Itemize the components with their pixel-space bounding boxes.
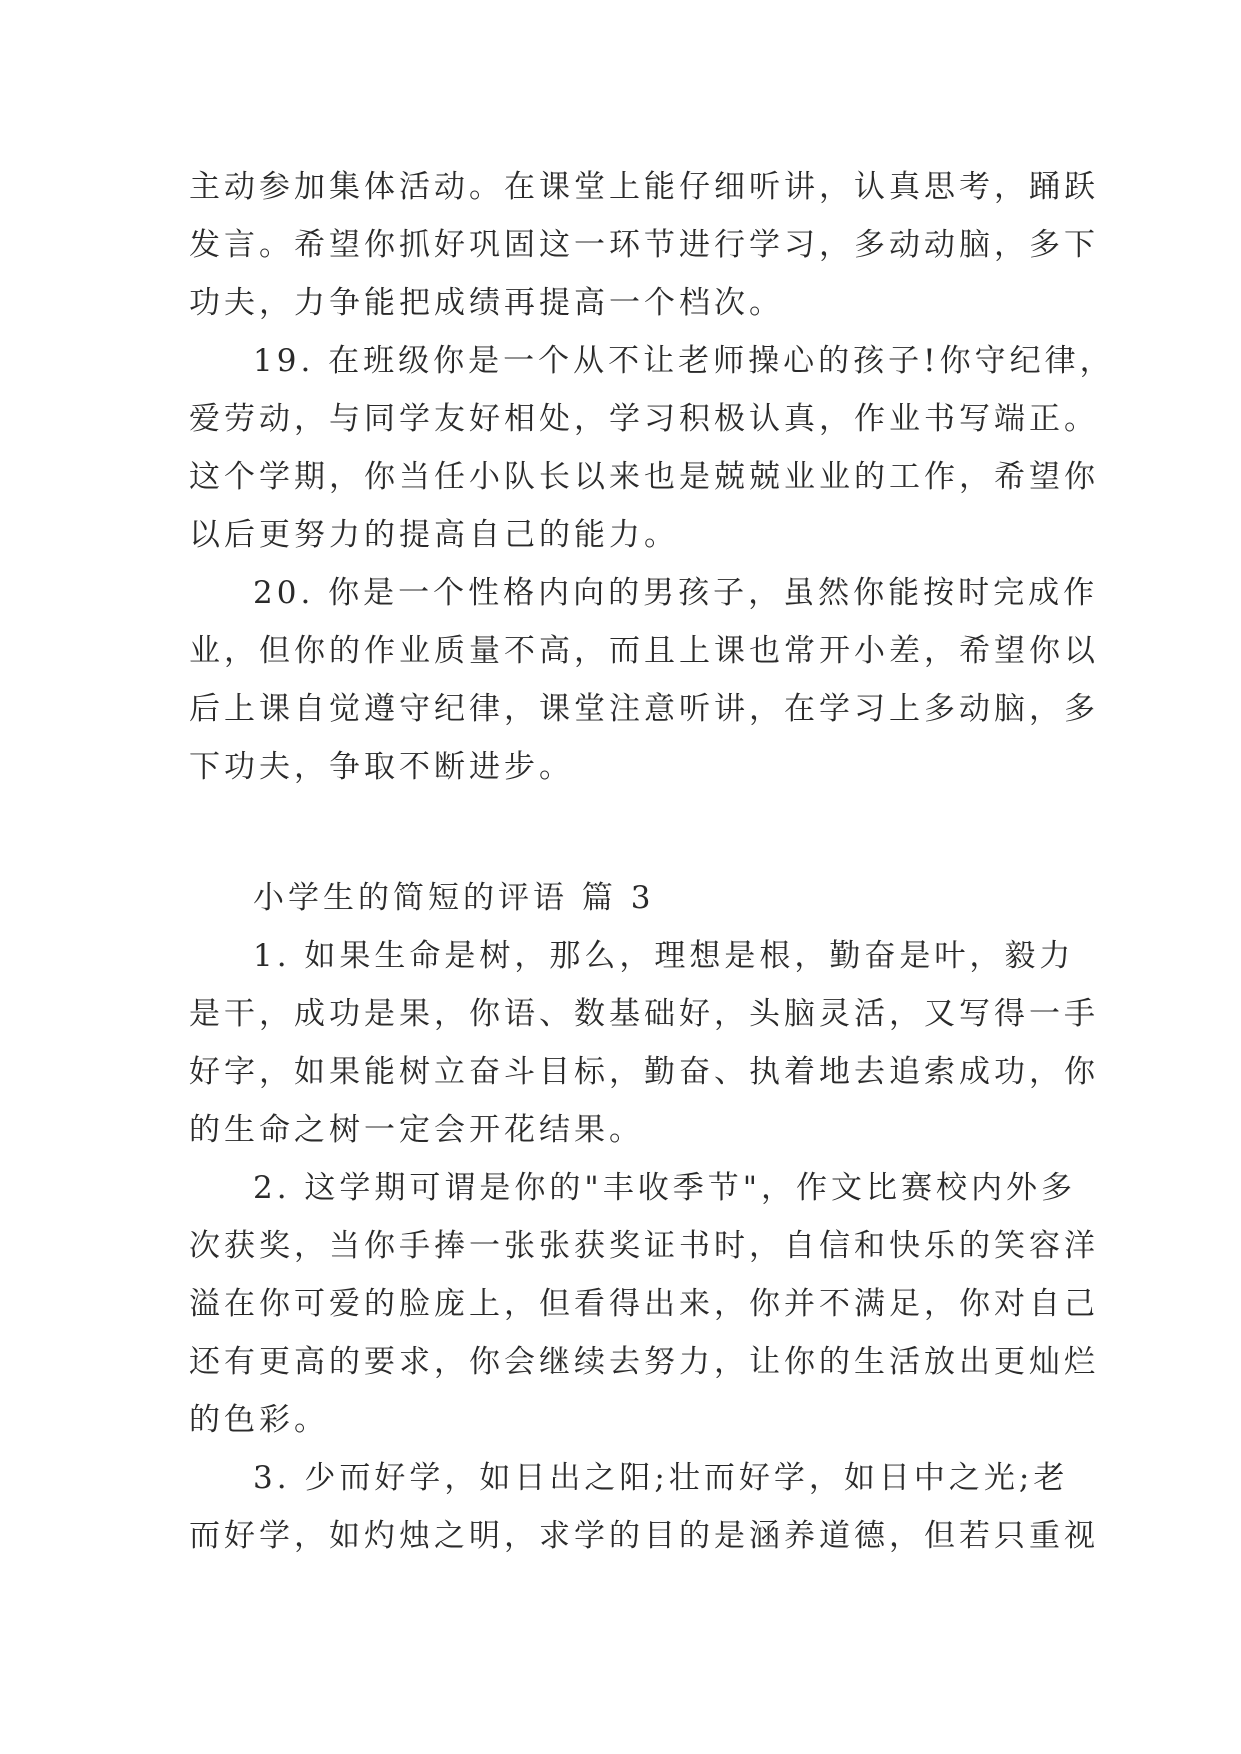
paragraph-line: 的生命之树一定会开花结果。 xyxy=(189,1112,644,1148)
paragraph-line: 的色彩。 xyxy=(189,1402,329,1438)
comment-item-1 xyxy=(189,927,1099,1159)
paragraph-line: 发言。希望你抓好巩固这一环节进行学习，多动动脑，多下 xyxy=(189,227,1099,263)
paragraph-line: 2. 这学期可谓是你的"丰收季节"，作文比赛校内外多 xyxy=(253,1170,1076,1206)
comment-item-19 xyxy=(189,332,1115,564)
paragraph-line: 后上课自觉遵守纪律，课堂注意听讲，在学习上多动脑，多 xyxy=(189,691,1099,727)
paragraph-line: 还有更高的要求，你会继续去努力，让你的生活放出更灿烂 xyxy=(189,1344,1099,1380)
paragraph-line: 爱劳动，与同学友好相处，学习积极认真，作业书写端正。 xyxy=(189,401,1099,437)
paragraph-line: 而好学，如灼烛之明，求学的目的是涵养道德，但若只重视 xyxy=(189,1518,1099,1554)
paragraph-line: 功夫，力争能把成绩再提高一个档次。 xyxy=(189,285,784,321)
paragraph-line: 19. 在班级你是一个从不让老师操心的孩子!你守纪律， xyxy=(253,343,1115,379)
document-body xyxy=(189,158,1115,1565)
comment-item-2 xyxy=(189,1159,1099,1449)
paragraph-line: 下功夫，争取不断进步。 xyxy=(189,749,574,785)
continued-paragraph xyxy=(189,158,1099,332)
paragraph-line: 1. 如果生命是树，那么，理想是根，勤奋是叶，毅力 xyxy=(253,938,1075,974)
section-heading: 小学生的简短的评语 篇 3 xyxy=(253,880,655,916)
section-spacer xyxy=(189,796,1051,869)
comment-item-3 xyxy=(189,1449,1099,1565)
paragraph-line: 20. 你是一个性格内向的男孩子，虽然你能按时完成作 xyxy=(253,575,1099,611)
paragraph-line: 这个学期，你当任小队长以来也是兢兢业业的工作，希望你 xyxy=(189,459,1099,495)
paragraph-line: 业，但你的作业质量不高，而且上课也常开小差，希望你以 xyxy=(189,633,1099,669)
paragraph-line: 主动参加集体活动。在课堂上能仔细听讲，认真思考，踊跃 xyxy=(189,169,1099,205)
paragraph-line: 次获奖，当你手捧一张张获奖证书时，自信和快乐的笑容洋 xyxy=(189,1228,1099,1264)
paragraph-line: 是干，成功是果，你语、数基础好，头脑灵活，又写得一手 xyxy=(189,996,1099,1032)
paragraph-line: 溢在你可爱的脸庞上，但看得出来，你并不满足，你对自己 xyxy=(189,1286,1099,1322)
paragraph-line: 以后更努力的提高自己的能力。 xyxy=(189,517,679,553)
comment-item-20 xyxy=(189,564,1099,796)
paragraph-line: 好字，如果能树立奋斗目标，勤奋、执着地去追索成功，你 xyxy=(189,1054,1099,1090)
paragraph-line: 3. 少而好学，如日出之阳;壮而好学，如日中之光;老 xyxy=(253,1460,1069,1496)
